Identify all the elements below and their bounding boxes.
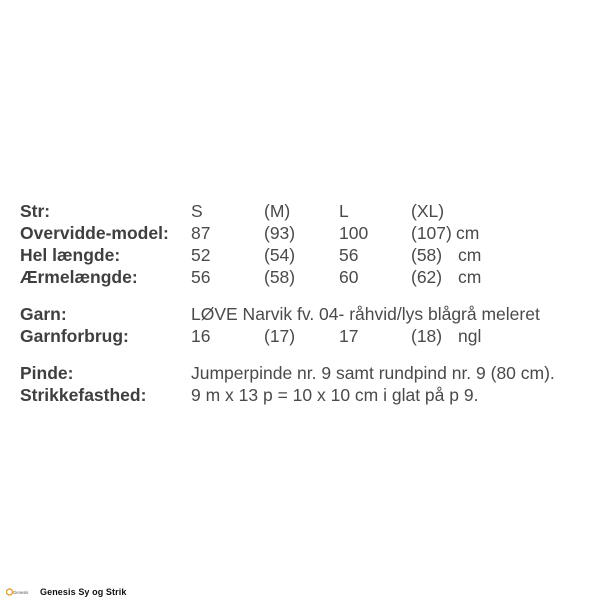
yarn-usage-l: 17	[339, 326, 359, 346]
length-l: 56	[339, 245, 359, 265]
chest-s: 87	[191, 223, 211, 243]
yarn-row	[20, 303, 600, 325]
chest-label: Overvidde-model:	[20, 223, 169, 243]
section-gap	[20, 347, 600, 362]
yarn-label: Garn:	[20, 304, 67, 324]
needles-row	[20, 362, 600, 384]
yarn-usage-xl: (18)	[411, 326, 443, 346]
gauge-value: 9 m x 13 p = 10 x 10 cm i glat på p 9.	[191, 385, 479, 405]
sleeve-row	[20, 266, 600, 288]
logo-text: Genesis	[13, 590, 29, 595]
size-l: L	[339, 201, 349, 221]
yarn-usage-unit: ngl	[458, 326, 482, 346]
chest-m: (93)	[264, 223, 296, 243]
needles-value: Jumperpinde nr. 9 samt rundpind nr. 9 (80 cm).	[191, 363, 555, 383]
sleeve-label: Ærmelængde:	[20, 267, 138, 287]
chest-row	[20, 222, 600, 244]
sleeve-m: (58)	[264, 267, 296, 287]
knitting-spec-table	[20, 200, 600, 406]
gauge-row	[20, 384, 600, 406]
footer-brand	[6, 584, 126, 600]
sizes-label: Str:	[20, 201, 51, 221]
sizes-row	[20, 200, 600, 222]
yarn-usage-row	[20, 325, 600, 347]
length-row	[20, 244, 600, 266]
needles-label: Pinde:	[20, 363, 74, 383]
size-xl: (XL)	[411, 201, 445, 221]
length-label: Hel længde:	[20, 245, 121, 265]
chest-unit: cm	[456, 223, 480, 243]
length-unit: cm	[458, 245, 482, 265]
gauge-label: Strikkefasthed:	[20, 385, 147, 405]
yarn-usage-m: (17)	[264, 326, 296, 346]
chest-l: 100	[339, 223, 369, 243]
section-gap	[20, 288, 600, 303]
size-m: (M)	[264, 201, 291, 221]
sleeve-unit: cm	[458, 267, 482, 287]
size-s: S	[191, 201, 203, 221]
sleeve-s: 56	[191, 267, 211, 287]
yarn-usage-s: 16	[191, 326, 211, 346]
length-m: (54)	[264, 245, 296, 265]
brand-name: Genesis Sy og Strik	[40, 587, 127, 597]
length-s: 52	[191, 245, 211, 265]
length-xl: (58)	[411, 245, 443, 265]
yarn-usage-label: Garnforbrug:	[20, 326, 129, 346]
chest-xl: (107)	[411, 223, 452, 243]
sleeve-l: 60	[339, 267, 359, 287]
sleeve-xl: (62)	[411, 267, 443, 287]
yarn-value: LØVE Narvik fv. 04- råhvid/lys blågrå meleret	[191, 304, 540, 324]
genesis-logo-icon	[6, 586, 32, 598]
